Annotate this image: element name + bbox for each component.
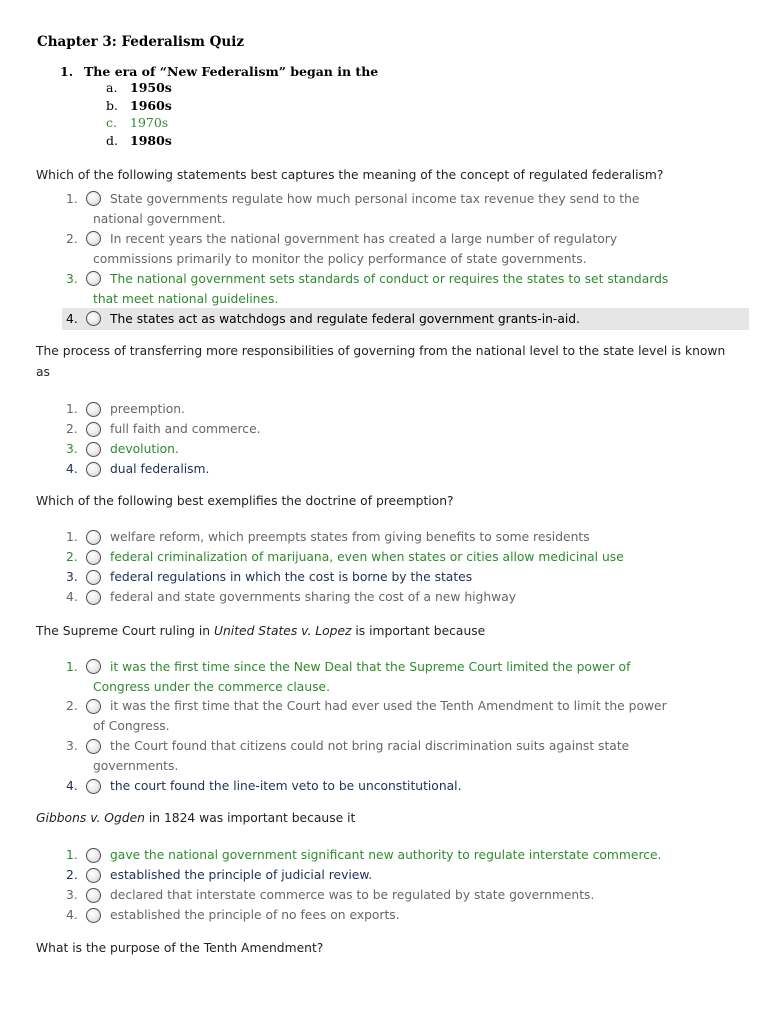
question-2-text: Which of the following statements best captures the meaning of the concept of regulated federalism? — [36, 168, 664, 182]
radio-button-icon[interactable] — [86, 739, 101, 754]
answer-option[interactable]: 2. In recent years the national government has created a large number of regulatory commissions primarily to monitor the policy performance of state governments. — [66, 232, 618, 266]
radio-button-icon[interactable] — [86, 271, 101, 286]
radio-button-icon[interactable] — [86, 422, 101, 437]
answer-option[interactable]: 2. it was the first time that the Court had ever used the Tenth Amendment to limit the power of Congress. — [66, 699, 667, 733]
question-number: 1. — [60, 64, 74, 79]
answer-option[interactable]: 1. State governments regulate how much personal income tax revenue they send to the national government. — [66, 192, 640, 226]
answer-option-correct[interactable]: 1. it was the first time since the New Deal that the Supreme Court limited the power of Congress under the commerce clause. — [66, 660, 631, 694]
radio-button-icon[interactable] — [86, 590, 101, 605]
radio-button-icon[interactable] — [86, 848, 101, 863]
answer-option[interactable]: 3. the Court found that citizens could not bring racial discrimination suits against state governments. — [66, 739, 630, 773]
answer-option-selected[interactable]: 3. federal regulations in which the cost is borne by the states — [66, 570, 473, 584]
question-6-text: Gibbons v. Ogden in 1824 was important because it — [36, 811, 356, 825]
quiz-title: Chapter 3: Federalism Quiz — [37, 34, 244, 50]
radio-button-icon[interactable] — [86, 550, 101, 565]
question-1-stem — [60, 64, 378, 79]
question-5-text: The Supreme Court ruling in United States v. Lopez is important because — [36, 624, 486, 638]
radio-button-icon[interactable] — [86, 402, 101, 417]
answer-option-correct[interactable]: 3. devolution. — [66, 442, 179, 456]
radio-button-icon[interactable] — [86, 231, 101, 246]
answer-option[interactable]: d. 1980s — [106, 132, 172, 148]
radio-button-icon[interactable] — [86, 462, 101, 477]
question-7-text: What is the purpose of the Tenth Amendment? — [36, 941, 324, 955]
answer-option[interactable]: 2. full faith and commerce. — [66, 422, 261, 436]
question-1 — [60, 64, 378, 149]
radio-button-icon[interactable] — [86, 311, 101, 326]
question-4-text: Which of the following best exemplifies the doctrine of preemption? — [36, 494, 454, 508]
question-text: The era of “New Federalism” began in the — [84, 64, 379, 79]
radio-button-icon[interactable] — [86, 570, 101, 585]
radio-button-icon[interactable] — [86, 699, 101, 714]
radio-button-icon[interactable] — [86, 530, 101, 545]
answer-option-correct[interactable]: 3. The national government sets standards of conduct or requires the states to set standards that meet national guidelines. — [66, 272, 669, 306]
case-name: United States v. Lopez — [214, 624, 352, 638]
radio-button-icon[interactable] — [86, 908, 101, 923]
answer-list — [66, 399, 726, 479]
answer-list — [66, 188, 726, 330]
answer-option[interactable]: b. 1960s — [106, 97, 172, 113]
answer-option-selected[interactable]: 4. the court found the line-item veto to be unconstitutional. — [66, 779, 462, 793]
radio-button-icon[interactable] — [86, 659, 101, 674]
answer-option-correct[interactable]: 2. federal criminalization of marijuana, even when states or cities allow medicinal use — [66, 550, 624, 564]
answer-option-selected[interactable]: 2. established the principle of judicial review. — [66, 868, 373, 882]
answer-option[interactable]: 4. federal and state governments sharing the cost of a new highway — [66, 590, 517, 604]
answer-option[interactable]: 3. declared that interstate commerce was to be regulated by state governments. — [66, 888, 595, 902]
answer-option[interactable]: 4. established the principle of no fees on exports. — [66, 908, 400, 922]
answer-list — [66, 527, 726, 607]
question-3-text: The process of transferring more responsibilities of governing from the national level to the state level is known as — [36, 344, 726, 379]
radio-button-icon[interactable] — [86, 888, 101, 903]
radio-button-icon[interactable] — [86, 442, 101, 457]
radio-button-icon[interactable] — [86, 191, 101, 206]
answer-option-correct[interactable]: 1. gave the national government significant new authority to regulate interstate commerce. — [66, 848, 662, 862]
answer-list — [66, 845, 726, 925]
answer-option[interactable]: 1. preemption. — [66, 402, 185, 416]
answer-option-selected[interactable]: 4. dual federalism. — [66, 462, 210, 476]
radio-button-icon[interactable] — [86, 779, 101, 794]
answer-option-selected[interactable]: 4. The states act as watchdogs and regulate federal government grants-in-aid. — [62, 308, 749, 330]
answer-option[interactable]: a. 1950s — [106, 80, 172, 95]
case-name: Gibbons v. Ogden — [36, 811, 145, 825]
answer-option[interactable]: 1. welfare reform, which preempts states from giving benefits to some residents — [66, 530, 590, 544]
answer-list — [60, 79, 378, 149]
answer-option-correct[interactable]: c. 1970s — [106, 115, 169, 130]
answer-list — [66, 656, 726, 796]
radio-button-icon[interactable] — [86, 868, 101, 883]
